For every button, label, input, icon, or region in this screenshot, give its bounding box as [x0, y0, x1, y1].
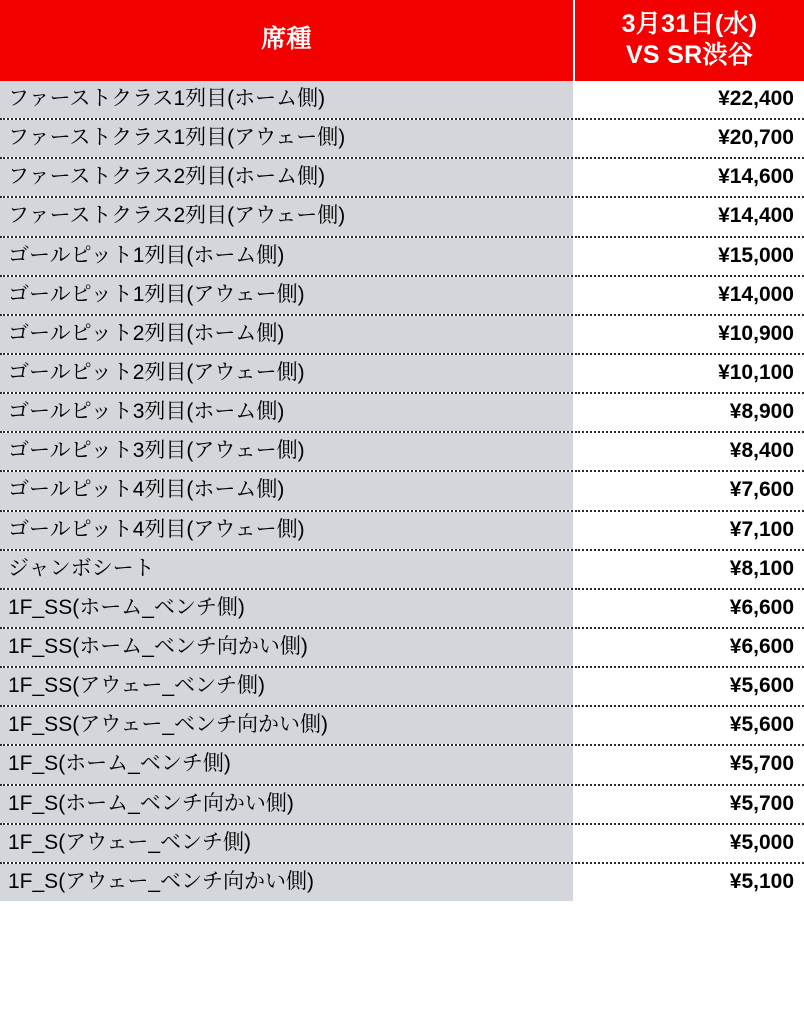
price-cell: ¥8,400: [574, 432, 804, 471]
table-row: [0, 824, 804, 863]
seat-type-cell: ゴールピット2列目(ホーム側): [0, 315, 574, 354]
table-row: [0, 197, 804, 236]
table-row: [0, 785, 804, 824]
seat-type-cell: ゴールピット4列目(ホーム側): [0, 471, 574, 510]
price-cell: ¥8,900: [574, 393, 804, 432]
table-row: [0, 745, 804, 784]
table-row: [0, 354, 804, 393]
seat-type-cell: 1F_SS(ホーム_ベンチ側): [0, 589, 574, 628]
price-cell: ¥8,100: [574, 550, 804, 589]
seat-type-cell: 1F_SS(アウェー_ベンチ側): [0, 667, 574, 706]
price-cell: ¥7,600: [574, 471, 804, 510]
seat-type-cell: ファーストクラス1列目(ホーム側): [0, 81, 574, 119]
table-row: [0, 81, 804, 119]
table-header-row: [0, 0, 804, 81]
price-cell: ¥6,600: [574, 589, 804, 628]
table-row: [0, 237, 804, 276]
table-row: [0, 119, 804, 158]
table-row: [0, 471, 804, 510]
seat-type-cell: ゴールピット2列目(アウェー側): [0, 354, 574, 393]
table-row: [0, 628, 804, 667]
table-row: [0, 511, 804, 550]
price-cell: ¥5,100: [574, 863, 804, 901]
column-header-match: [574, 0, 804, 81]
seat-type-cell: ゴールピット1列目(アウェー側): [0, 276, 574, 315]
table-row: [0, 276, 804, 315]
price-cell: ¥20,700: [574, 119, 804, 158]
price-cell: ¥5,600: [574, 706, 804, 745]
match-date: 3月31日(水): [621, 10, 758, 38]
seat-type-cell: 1F_SS(アウェー_ベンチ向かい側): [0, 706, 574, 745]
price-cell: ¥15,000: [574, 237, 804, 276]
price-cell: ¥5,700: [574, 785, 804, 824]
table-row: [0, 863, 804, 901]
seat-type-cell: ゴールピット1列目(ホーム側): [0, 237, 574, 276]
table-row: [0, 158, 804, 197]
table-header: [0, 0, 804, 81]
match-opponent: VS SR渋谷: [625, 40, 754, 69]
table-row: [0, 706, 804, 745]
price-cell: ¥5,700: [574, 745, 804, 784]
price-cell: ¥5,000: [574, 824, 804, 863]
seat-type-cell: ファーストクラス2列目(アウェー側): [0, 197, 574, 236]
price-cell: ¥14,000: [574, 276, 804, 315]
price-cell: ¥5,600: [574, 667, 804, 706]
table-row: [0, 315, 804, 354]
price-cell: ¥7,100: [574, 511, 804, 550]
price-cell: ¥14,400: [574, 197, 804, 236]
price-cell: ¥10,900: [574, 315, 804, 354]
column-header-seat-type: 席種: [0, 0, 574, 81]
seat-type-cell: ジャンボシート: [0, 550, 574, 589]
seat-type-cell: ファーストクラス2列目(ホーム側): [0, 158, 574, 197]
table-row: [0, 589, 804, 628]
seat-type-cell: ファーストクラス1列目(アウェー側): [0, 119, 574, 158]
seat-type-cell: 1F_S(アウェー_ベンチ側): [0, 824, 574, 863]
table-row: [0, 432, 804, 471]
table-row: [0, 550, 804, 589]
seat-type-cell: 1F_S(ホーム_ベンチ向かい側): [0, 785, 574, 824]
price-cell: ¥14,600: [574, 158, 804, 197]
seat-type-cell: 1F_SS(ホーム_ベンチ向かい側): [0, 628, 574, 667]
seat-type-cell: ゴールピット3列目(ホーム側): [0, 393, 574, 432]
price-cell: ¥10,100: [574, 354, 804, 393]
table-row: [0, 667, 804, 706]
seat-type-cell: 1F_S(ホーム_ベンチ側): [0, 745, 574, 784]
price-cell: ¥22,400: [574, 81, 804, 119]
seat-type-cell: ゴールピット3列目(アウェー側): [0, 432, 574, 471]
seat-type-cell: ゴールピット4列目(アウェー側): [0, 511, 574, 550]
seat-type-cell: 1F_S(アウェー_ベンチ向かい側): [0, 863, 574, 901]
price-cell: ¥6,600: [574, 628, 804, 667]
table-body: [0, 81, 804, 901]
table-row: [0, 393, 804, 432]
